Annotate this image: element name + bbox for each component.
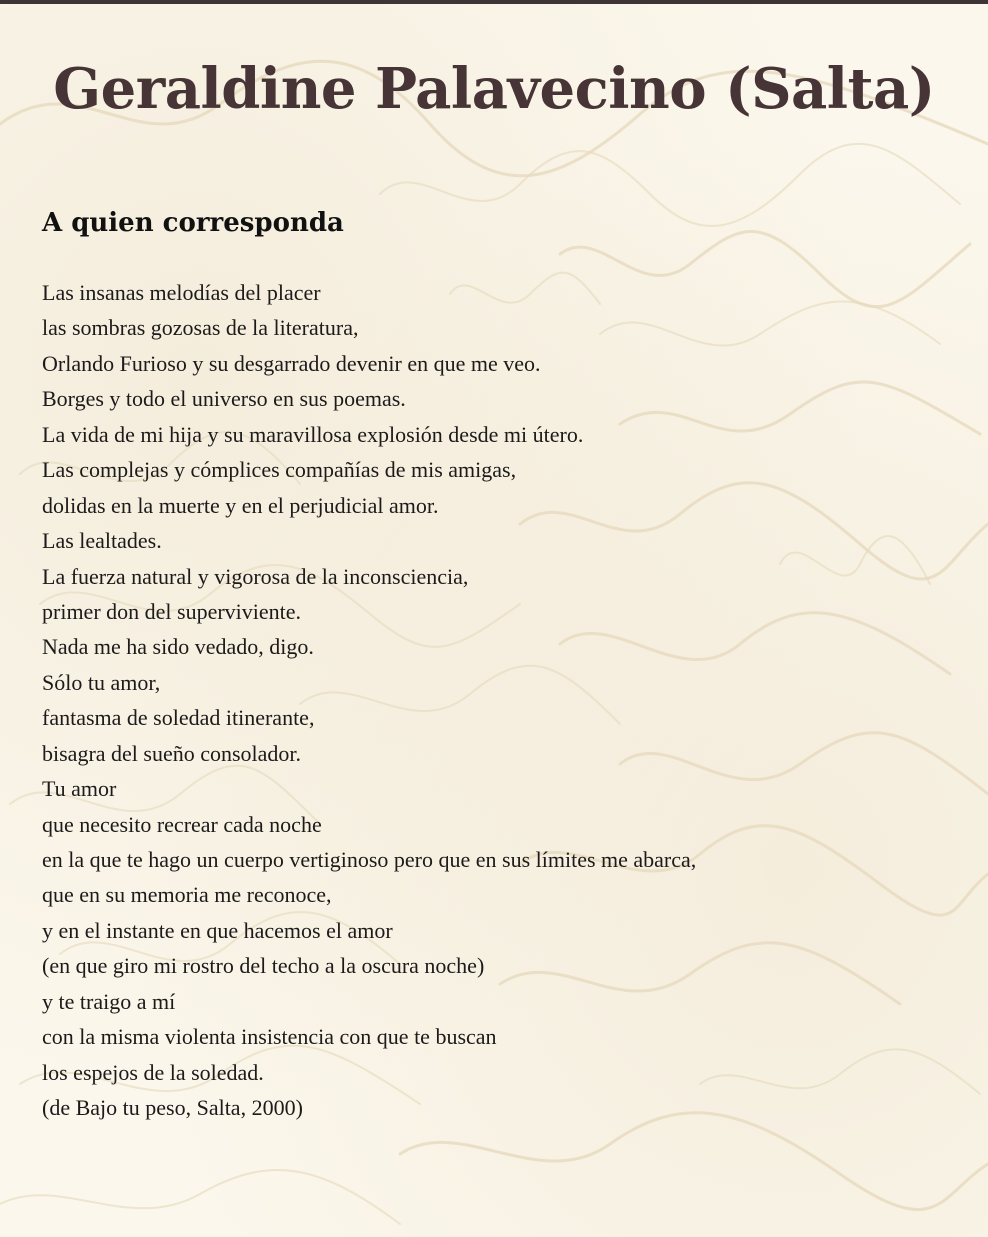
page-title: Geraldine Palavecino (Salta) <box>53 56 935 122</box>
poem-line: La vida de mi hija y su maravillosa explosión desde mi útero. <box>42 421 584 447</box>
poem-text <box>42 275 942 1126</box>
poem-line: Las insanas melodías del placer <box>42 280 321 305</box>
poem-line: dolidas en la muerte y en el perjudicial amor. <box>42 492 439 518</box>
poem-line: que en su memoria me reconoce, <box>42 882 332 908</box>
poem-line: en la que te hago un cuerpo vertiginoso pero que en sus límites me abarca, <box>42 847 697 872</box>
poem-line: La fuerza natural y vigorosa de la inconsciencia, <box>42 563 469 589</box>
poem-line: que necesito recrear cada noche <box>42 811 322 837</box>
poem-line: con la misma violenta insistencia con que te buscan <box>42 1024 497 1050</box>
poem-line: las sombras gozosas de la literatura, <box>42 315 359 341</box>
poem-line: (en que giro mi rostro del techo a la oscura noche) <box>42 953 485 979</box>
poem-line: bisagra del sueño consolador. <box>42 740 302 766</box>
poem-line: y en el instante en que hacemos el amor <box>42 917 393 943</box>
poem-line: y te traigo a mí <box>42 988 176 1014</box>
poem-line: fantasma de soledad itinerante, <box>42 705 315 731</box>
poem-line: Las lealtades. <box>42 528 162 554</box>
poem-line: Borges y todo el universo en sus poemas. <box>42 386 406 412</box>
poem-line: Nada me ha sido vedado, digo. <box>42 634 314 660</box>
poem-line: Las complejas y cómplices compañías de mis amigas, <box>42 457 517 483</box>
poem-line: Orlando Furioso y su desgarrado devenir en que me veo. <box>42 350 541 376</box>
poem-line: los espejos de la soledad. <box>42 1059 264 1085</box>
poem-source: (de Bajo tu peso, Salta, 2000) <box>42 1095 303 1121</box>
poem-line: Tu amor <box>42 776 117 802</box>
poem-line: primer don del superviviente. <box>42 598 302 624</box>
poem-title: A quien corresponda <box>42 208 344 238</box>
poem-line: Sólo tu amor, <box>42 669 161 695</box>
